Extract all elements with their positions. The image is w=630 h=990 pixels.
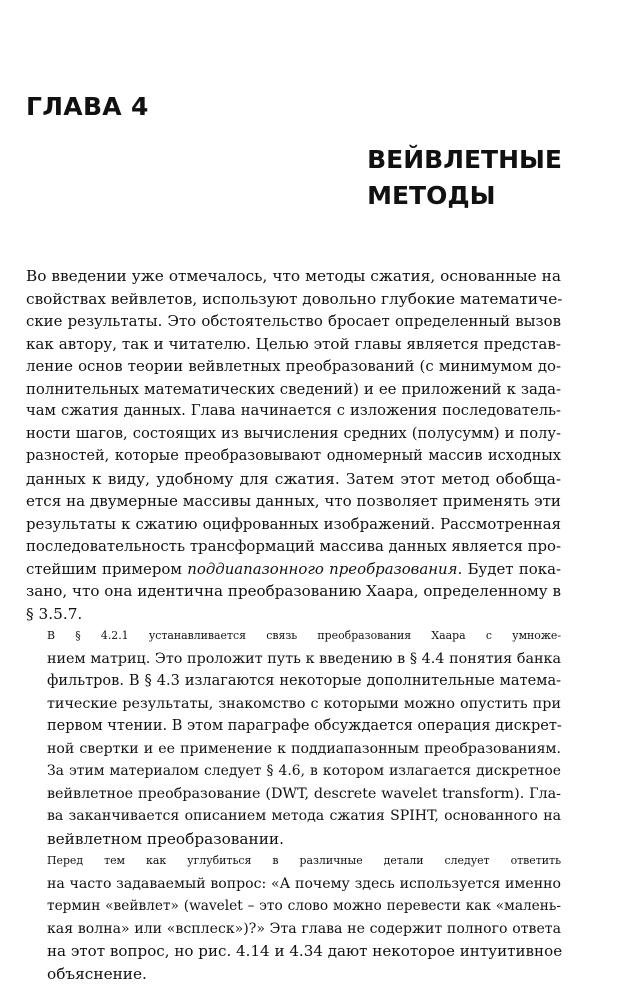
text-line: За этим материалом следует § 4.6, в котором излагается дискретное bbox=[47, 763, 561, 779]
paragraph-1 bbox=[26, 265, 561, 625]
text-line: нием матриц. Это проложит путь к введению в § 4.4 понятия банка bbox=[47, 650, 561, 667]
text-line: на этот вопрос, но рис. 4.14 и 4.34 дают некоторое интуитивное bbox=[47, 942, 563, 960]
text-line: первом чтении. В этом параграфе обсуждается операция дискрет- bbox=[47, 718, 562, 734]
paragraph-3 bbox=[26, 850, 561, 985]
text-line: как автору, так и читателю. Целью этой главы является представ- bbox=[26, 334, 561, 353]
chapter-body bbox=[26, 265, 561, 985]
text-line bbox=[26, 558, 561, 581]
text-line: ление основ теории вейвлетных преобразований (с минимумом до- bbox=[26, 357, 561, 375]
text-line: Во введении уже отмечалось, что методы сжатия, основанные на bbox=[26, 267, 561, 285]
paragraph-2 bbox=[26, 625, 561, 850]
text-line: объяснение. bbox=[47, 964, 147, 983]
text-line: свойствах вейвлетов, используют довольно глубокие математиче- bbox=[26, 289, 563, 308]
text-line: разностей, которые преобразовывают одномерный массив исходных bbox=[26, 448, 561, 464]
chapter-title-line-1: ВЕЙВЛЕТНЫЕ bbox=[367, 145, 562, 174]
text-line: тические результаты, знакомство с которыми можно опустить при bbox=[47, 695, 561, 712]
text-line: последовательность трансформаций массива данных является про- bbox=[26, 537, 562, 555]
text-line: ские результаты. Это обстоятельство бросает определенный вызов bbox=[26, 312, 561, 330]
text-line: ется на двумерные массивы данных, что позволяет применять эти bbox=[26, 492, 561, 510]
text-line: § 3.5.7. bbox=[26, 604, 83, 623]
text-line: зано, что она идентична преобразованию Хаара, определенному в bbox=[26, 582, 561, 600]
text-line: фильтров. В § 4.3 излагаются некоторые дополнительные матема- bbox=[47, 673, 561, 689]
text-line: термин «вейвлет» (wavelet – это слово можно перевести как «малень- bbox=[47, 898, 561, 914]
text-line: вейвлетном преобразовании. bbox=[47, 829, 284, 848]
text-line: кая волна» или «всплеск»)?» Эта глава не содержит полного ответа bbox=[47, 920, 561, 937]
text-line: Перед тем как углубиться в различные детали следует ответить bbox=[47, 854, 561, 867]
chapter-title-line-2: МЕТОДЫ bbox=[367, 181, 496, 210]
text-line: на часто задаваемый вопрос: «А почему здесь используется именно bbox=[47, 875, 561, 892]
text-line: вейвлетное преобразование (DWT, descrete wavelet transform). Гла- bbox=[47, 785, 561, 802]
text-line: В § 4.2.1 устанавливается связь преобразования Хаара с умноже- bbox=[47, 629, 561, 642]
text-line: полнительных математических сведений) и ее приложений к зада- bbox=[26, 379, 561, 398]
text-line: ва заканчивается описанием метода сжатия SPIHT, основанного на bbox=[47, 808, 561, 824]
text-run: Будет пока- bbox=[462, 559, 561, 578]
text-line: ности шагов, состоящих из вычисления средних (полусумм) и полу- bbox=[26, 424, 561, 442]
chapter-label: ГЛАВА 4 bbox=[26, 92, 149, 121]
text-line: ной свертки и ее применение к поддиапазонным преобразованиям. bbox=[47, 740, 561, 757]
text-line: чам сжатия данных. Глава начинается с изложения последователь- bbox=[26, 402, 561, 419]
text-run: стейшим примером bbox=[26, 559, 188, 578]
text-line: результаты к сжатию оцифрованных изображений. Рассмотренная bbox=[26, 514, 561, 533]
emphasized-term: поддиапазонного преобразования. bbox=[187, 559, 463, 578]
chapter-title bbox=[367, 142, 562, 214]
text-line: данных к виду, удобному для сжатия. Затем этот метод обобща- bbox=[26, 469, 561, 488]
